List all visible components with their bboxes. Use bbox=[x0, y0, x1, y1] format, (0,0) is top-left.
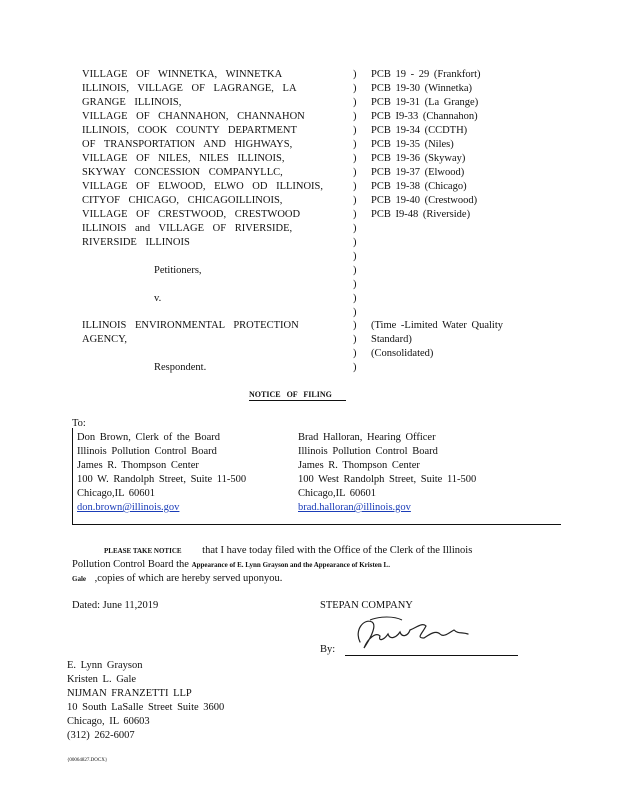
notice-text: ,copies of which are hereby served uponyou. bbox=[94, 573, 283, 584]
counsel-line: Chicago, IL 60603 bbox=[67, 716, 150, 727]
to-label: To: bbox=[72, 418, 86, 429]
case-number: PCB 19-38 (Chicago) bbox=[371, 181, 467, 192]
company-name: STEPAN COMPANY bbox=[320, 600, 413, 611]
notice-appearance-text: Appearance of E. Lynn Grayson and the Appearance of Kristen L. bbox=[191, 561, 390, 569]
standard-line: Standard) bbox=[371, 334, 412, 345]
counsel-line: 10 South LaSalle Street Suite 3600 bbox=[67, 702, 225, 713]
case-number: PCB 19-35 (Niles) bbox=[371, 139, 454, 150]
notice-line-2 bbox=[72, 559, 390, 570]
case-number: PCB 19-37 (Elwood) bbox=[371, 167, 465, 178]
dated-line: Dated: June 11,2019 bbox=[72, 600, 159, 611]
case-number: PCB 19-36 (Skyway) bbox=[371, 153, 466, 164]
signature-image bbox=[350, 612, 480, 658]
respondent-line: AGENCY, bbox=[82, 334, 128, 345]
recipient-line: Illinois Pollution Control Board bbox=[77, 446, 217, 457]
recipient-line: James R. Thompson Center bbox=[298, 460, 420, 471]
counsel-line: E. Lynn Grayson bbox=[67, 660, 143, 671]
notice-text: Pollution Control Board the bbox=[72, 559, 189, 570]
petitioner-line: RIVERSIDE ILLINOIS bbox=[82, 237, 190, 248]
case-number: PCB I9-33 (Channahon) bbox=[371, 111, 478, 122]
standard-line: (Consolidated) bbox=[371, 348, 434, 359]
counsel-line: Kristen L. Gale bbox=[67, 674, 137, 685]
case-number: PCB 19-40 (Crestwood) bbox=[371, 195, 478, 206]
petitioner-line: GRANGE ILLINOIS, bbox=[82, 97, 182, 108]
recipient-line: Chicago,IL 60601 bbox=[298, 488, 377, 499]
case-number: PCB I9-48 (Riverside) bbox=[371, 209, 471, 220]
petitioner-line: ILLINOIS and VILLAGE OF RIVERSIDE, bbox=[82, 223, 293, 234]
document-id: {00064827.DOCX} bbox=[67, 758, 108, 763]
case-number: PCB 19-31 (La Grange) bbox=[371, 97, 479, 108]
notice-lead: PLEASE TAKE NOTICE bbox=[104, 547, 182, 555]
petitioner-line: ILLINOIS, COOK COUNTY DEPARTMENT bbox=[82, 125, 297, 136]
notice-text: that I have today filed with the Office of the Clerk of the Illinois bbox=[202, 545, 473, 556]
counsel-line: NIJMAN FRANZETTI LLP bbox=[67, 688, 192, 699]
recipient-email-link[interactable]: don.brown@illinois.gov bbox=[77, 502, 180, 513]
case-number: PCB 19-34 (CCDTH) bbox=[371, 125, 468, 136]
notice-title: NOTICE OF FILING bbox=[249, 390, 346, 401]
petitioner-line: VILLAGE OF ELWOOD, ELWO OD ILLINOIS, bbox=[82, 181, 324, 192]
case-number: PCB 19 - 29 (Frankfort) bbox=[371, 69, 481, 80]
petitioner-line: SKYWAY CONCESSION COMPANYLLC, bbox=[82, 167, 283, 178]
notice-line-3 bbox=[72, 573, 282, 584]
petitioner-line: VILLAGE OF CHANNAHON, CHANNAHON bbox=[82, 111, 305, 122]
notice-appearance-text: Gale bbox=[72, 575, 86, 583]
petitioner-line: OF TRANSPORTATION AND HIGHWAYS, bbox=[82, 139, 293, 150]
recipient-line: James R. Thompson Center bbox=[77, 460, 199, 471]
petitioner-line: VILLAGE OF CRESTWOOD, CRESTWOOD bbox=[82, 209, 301, 220]
case-number: PCB 19-30 (Winnetka) bbox=[371, 83, 472, 94]
respondent-line: ILLINOIS ENVIRONMENTAL PROTECTION bbox=[82, 320, 299, 331]
petitioner-line: CITYOF CHICAGO, CHICAGOILLINOIS, bbox=[82, 195, 283, 206]
counsel-line: (312) 262-6007 bbox=[67, 730, 135, 741]
recipient-email-link[interactable]: brad.halloran@illinois.gov bbox=[298, 502, 411, 513]
petitioner-line: ILLINOIS, VILLAGE OF LAGRANGE, LA bbox=[82, 83, 297, 94]
recipient-line: Illinois Pollution Control Board bbox=[298, 446, 438, 457]
recipient-line: Brad Halloran, Hearing Officer bbox=[298, 432, 436, 443]
recipient-line: 100 W. Randolph Street, Suite 11-500 bbox=[77, 474, 247, 485]
versus-label: v. bbox=[154, 293, 162, 304]
petitioner-line: VILLAGE OF NILES, NILES ILLINOIS, bbox=[82, 153, 285, 164]
recipient-line: Chicago,IL 60601 bbox=[77, 488, 156, 499]
petitioners-label: Petitioners, bbox=[154, 265, 202, 276]
petitioner-line: VILLAGE OF WINNETKA, WINNETKA bbox=[82, 69, 283, 80]
notice-line-1 bbox=[104, 545, 472, 556]
recipient-line: 100 West Randolph Street, Suite 11-500 bbox=[298, 474, 477, 485]
recipient-line: Don Brown, Clerk of the Board bbox=[77, 432, 220, 443]
by-label: By: bbox=[320, 644, 336, 655]
respondent-label: Respondent. bbox=[154, 362, 207, 373]
standard-line: (Time -Limited Water Quality bbox=[371, 320, 504, 331]
